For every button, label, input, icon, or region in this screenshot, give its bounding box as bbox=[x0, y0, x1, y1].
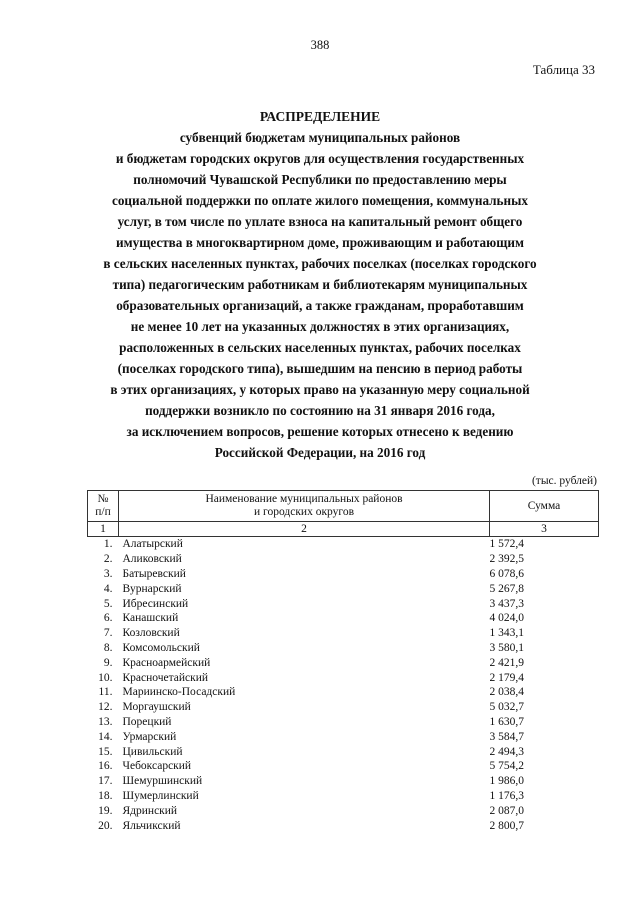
row-number: 9. bbox=[103, 656, 113, 669]
row-number: 15. bbox=[98, 745, 113, 758]
table-row bbox=[88, 596, 599, 611]
row-sum: 2 421,9 bbox=[489, 656, 524, 669]
row-district-name: Вурнарский bbox=[122, 582, 182, 595]
row-number: 2. bbox=[103, 553, 113, 566]
table-row bbox=[88, 803, 599, 818]
row-district-name: Шумерлинский bbox=[122, 789, 199, 802]
row-sum: 1 343,1 bbox=[489, 627, 524, 640]
table-header-row bbox=[88, 491, 599, 522]
table-row bbox=[88, 715, 599, 730]
row-number: 14. bbox=[98, 730, 113, 743]
row-number: 7. bbox=[103, 627, 113, 640]
row-district-name: Яльчикский bbox=[122, 819, 181, 832]
row-sum: 1 986,0 bbox=[489, 775, 524, 788]
row-sum: 1 176,3 bbox=[489, 789, 524, 802]
row-number: 10. bbox=[98, 671, 113, 684]
units-label: (тыс. рублей) bbox=[531, 475, 597, 487]
row-sum: 2 038,4 bbox=[489, 686, 524, 699]
row-sum: 2 179,4 bbox=[489, 671, 524, 684]
row-district-name: Красноармейский bbox=[122, 656, 211, 669]
row-district-name: Шемуршинский bbox=[122, 775, 203, 788]
heading-line: образовательных организаций, а также гражданам, проработавшим bbox=[116, 298, 524, 313]
heading-line: услуг, в том числе по уплате взноса на капитальный ремонт общего bbox=[117, 214, 523, 229]
row-sum: 4 024,0 bbox=[489, 612, 524, 625]
row-sum: 2 494,3 bbox=[489, 745, 524, 758]
row-sum: 2 087,0 bbox=[489, 804, 524, 817]
row-number: 12. bbox=[98, 701, 113, 714]
row-district-name: Чебоксарский bbox=[122, 760, 192, 773]
table-row bbox=[88, 581, 599, 596]
table-row bbox=[88, 789, 599, 804]
heading-line: в сельских населенных пунктах, рабочих поселках (поселках городского bbox=[103, 256, 537, 271]
heading-line: Российской Федерации, на 2016 год bbox=[214, 445, 426, 460]
table-row bbox=[88, 700, 599, 715]
table-row bbox=[88, 611, 599, 626]
heading-line: поддержки возникло по состоянию на 31 января 2016 года, bbox=[145, 403, 495, 418]
table-row bbox=[88, 774, 599, 789]
row-sum: 2 392,5 bbox=[489, 553, 524, 566]
header-name bbox=[119, 491, 490, 522]
row-district-name: Порецкий bbox=[122, 715, 172, 728]
heading-title: РАСПРЕДЕЛЕНИЕ bbox=[259, 109, 381, 124]
row-sum: 1 630,7 bbox=[489, 715, 524, 728]
heading-line: имущества в многоквартирном доме, проживающим и работающим bbox=[116, 235, 524, 250]
table-row bbox=[88, 729, 599, 744]
header-num-line2: п/п bbox=[95, 506, 111, 518]
row-district-name: Урмарский bbox=[122, 730, 177, 743]
row-district-name: Канашский bbox=[122, 612, 179, 625]
table-row bbox=[88, 818, 599, 833]
header-num bbox=[88, 491, 119, 522]
table-row bbox=[88, 552, 599, 567]
column-number-3: 3 bbox=[490, 522, 599, 537]
row-sum: 3 437,3 bbox=[489, 597, 524, 610]
row-number: 16. bbox=[98, 760, 113, 773]
row-district-name: Ибресинский bbox=[122, 597, 189, 610]
heading-line: и бюджетам городских округов для осуществления государственных bbox=[115, 151, 525, 166]
row-district-name: Комсомольский bbox=[122, 641, 200, 654]
row-district-name: Моргаушский bbox=[122, 701, 191, 714]
heading-line: типа) педагогическим работникам и библиотекарям муниципальных bbox=[112, 277, 528, 292]
table-row bbox=[88, 567, 599, 582]
table-row bbox=[88, 685, 599, 700]
table-body bbox=[88, 537, 599, 833]
page-number: 388 bbox=[310, 38, 330, 52]
row-sum: 5 267,8 bbox=[489, 582, 524, 595]
table-row bbox=[88, 655, 599, 670]
row-number: 6. bbox=[103, 612, 113, 625]
row-district-name: Ядринский bbox=[122, 804, 178, 817]
heading-line: за исключением вопросов, решение которых отнесено к ведению bbox=[126, 424, 514, 439]
table-row bbox=[88, 626, 599, 641]
row-sum: 5 032,7 bbox=[489, 701, 524, 714]
row-district-name: Красночетайский bbox=[122, 671, 209, 684]
row-number: 13. bbox=[98, 715, 113, 728]
row-number: 20. bbox=[98, 819, 113, 832]
heading-line: социальной поддержки по оплате жилого помещения, коммунальных bbox=[111, 193, 529, 208]
row-sum: 3 584,7 bbox=[489, 730, 524, 743]
heading-line: (поселках городского типа), вышедшим на пенсию в период работы bbox=[117, 361, 523, 376]
heading-line: не менее 10 лет на указанных должностях в этих организациях, bbox=[130, 319, 510, 334]
table-column-numbers-row bbox=[88, 522, 599, 537]
heading-line: полномочий Чувашской Республики по предоставлению меры bbox=[133, 172, 507, 187]
row-district-name: Аликовский bbox=[122, 553, 182, 566]
row-district-name: Алатырский bbox=[122, 538, 183, 551]
row-number: 1. bbox=[103, 538, 113, 551]
table-row bbox=[88, 641, 599, 656]
table-label: Таблица 33 bbox=[532, 62, 595, 77]
row-sum: 6 078,6 bbox=[489, 567, 524, 580]
row-district-name: Козловский bbox=[122, 627, 180, 640]
heading-line: в этих организациях, у которых право на указанную меру социальной bbox=[110, 382, 530, 397]
row-number: 3. bbox=[103, 567, 113, 580]
header-name-line1: Наименование муниципальных районов bbox=[205, 493, 403, 505]
row-sum: 1 572,4 bbox=[489, 538, 524, 551]
row-district-name: Цивильский bbox=[122, 745, 183, 758]
column-number-1: 1 bbox=[88, 522, 119, 537]
header-num-line1: № bbox=[97, 493, 109, 505]
header-sum: Сумма bbox=[490, 491, 599, 522]
table-row bbox=[88, 759, 599, 774]
heading-line: расположенных в сельских населенных пунктах, рабочих поселках bbox=[119, 340, 521, 355]
heading-line: субвенций бюджетам муниципальных районов bbox=[179, 130, 461, 145]
document-heading bbox=[60, 106, 580, 463]
row-number: 4. bbox=[103, 582, 113, 595]
row-number: 18. bbox=[98, 789, 113, 802]
header-name-line2: и городских округов bbox=[254, 506, 354, 518]
table-row bbox=[88, 744, 599, 759]
row-sum: 2 800,7 bbox=[489, 819, 524, 832]
table-row bbox=[88, 670, 599, 685]
column-number-2: 2 bbox=[119, 522, 490, 537]
row-sum: 5 754,2 bbox=[489, 760, 524, 773]
distribution-table bbox=[87, 490, 599, 833]
row-number: 5. bbox=[103, 597, 113, 610]
row-number: 19. bbox=[98, 804, 113, 817]
row-number: 8. bbox=[103, 641, 113, 654]
row-sum: 3 580,1 bbox=[489, 641, 524, 654]
row-number: 17. bbox=[98, 775, 113, 788]
row-number: 11. bbox=[98, 686, 113, 699]
row-district-name: Мариинско-Посадский bbox=[122, 686, 236, 699]
table-row bbox=[88, 537, 599, 552]
row-district-name: Батыревский bbox=[122, 567, 186, 580]
